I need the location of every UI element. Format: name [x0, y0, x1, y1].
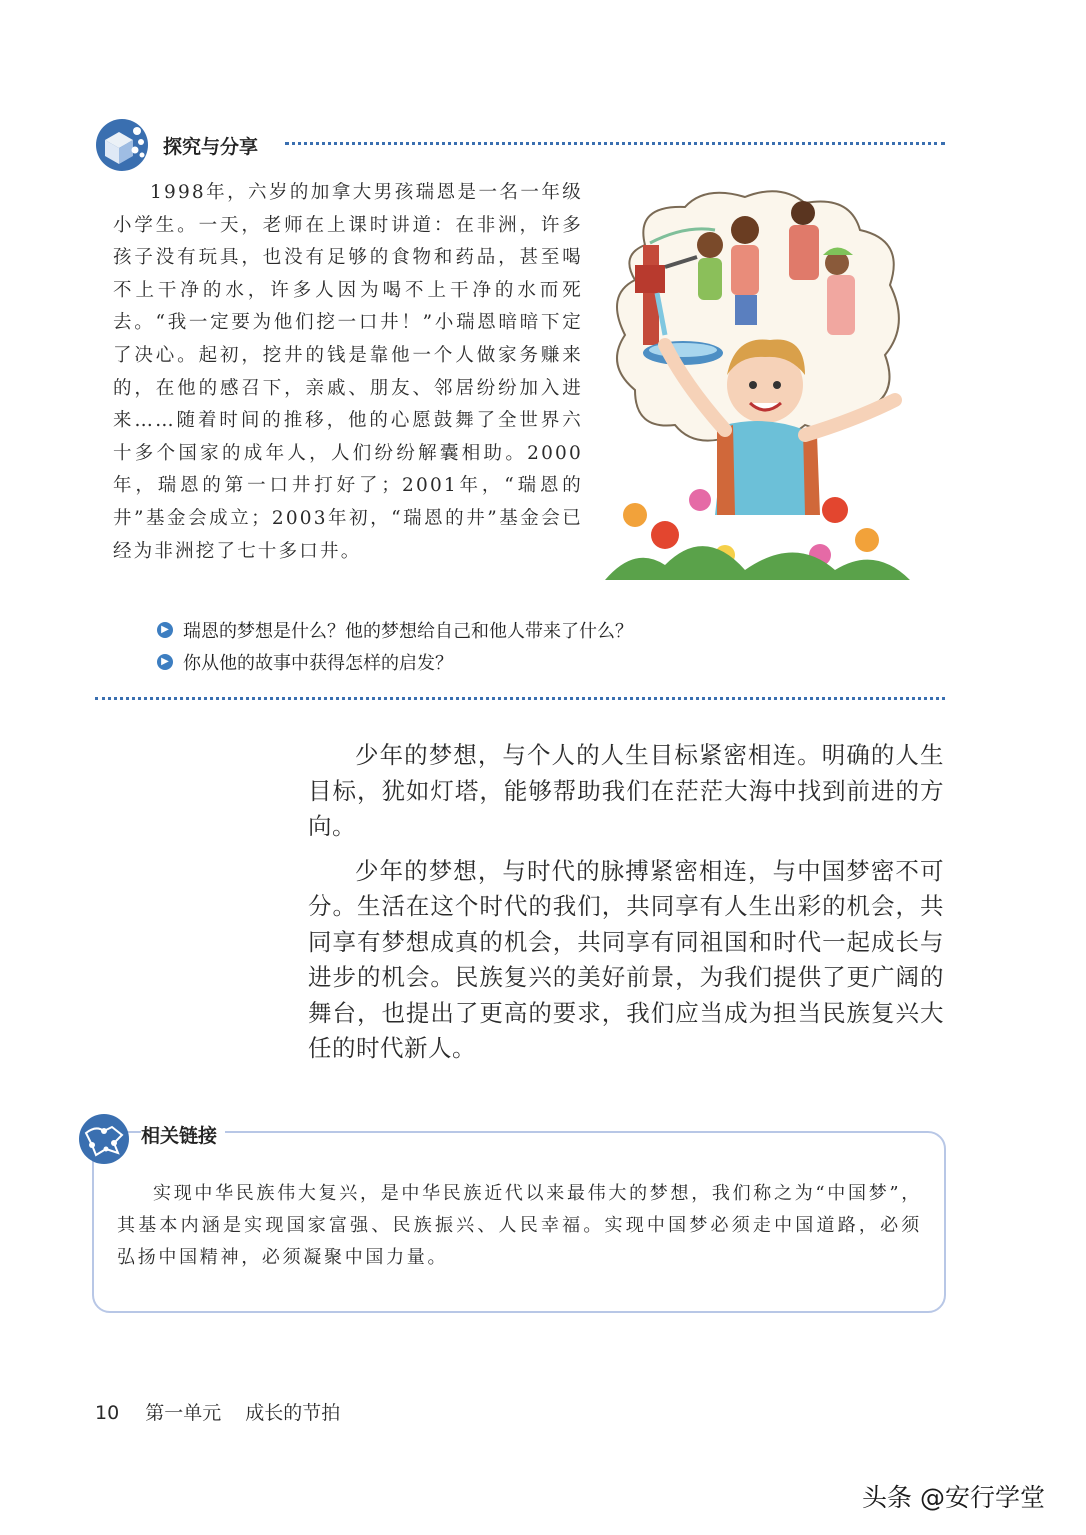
section-divider — [95, 697, 945, 700]
page-number: 10 — [95, 1402, 120, 1424]
explore-section-header — [95, 118, 945, 173]
related-link-title: 相关链接 — [141, 1121, 225, 1148]
main-body — [308, 738, 944, 1076]
header-divider — [285, 142, 945, 145]
page-footer — [95, 1398, 340, 1425]
body-paragraph: 少年的梦想，与时代的脉搏紧密相连，与中国梦密不可分。生活在这个时代的我们，共同享有人生出彩的机会，共同享有梦想成真的机会，共同享有同祖国和时代一起成长与进步的机会。民族复兴的美好前景，为我们提供了更广阔的舞台，也提出了更高的要求，我们应当成为担当民族复兴大任的时代新人。 — [308, 856, 944, 1062]
illustration-boy-dreaming-of-well — [605, 185, 915, 585]
explore-title: 探究与分享 — [163, 136, 259, 158]
question-list — [157, 614, 857, 678]
story-paragraph: 1998年，六岁的加拿大男孩瑞恩是一名一年级小学生。一天，老师在上课时讲道：在非洲，许多孩子没有玩具，也没有足够的食物和药品，甚至喝不上干净的水，许多人因为喝不上干净的水而死去。“我一定要为他们挖一口井！”小瑞恩暗暗下定了决心。起初，挖井的钱是靠他一个人做家务赚来的，在他的感召下，亲戚、朋友、邻居纷纷加入进来……随着时间的推移，他的心愿鼓舞了全世界六十多个国家的成年人，人们纷纷解囊相助。2000年，瑞恩的第一口井打好了；2001年，“瑞恩的井”基金会成立；2003年初，“瑞恩的井”基金会已经为非洲挖了七十多口井。 — [113, 182, 583, 562]
arrow-bullet-icon: ▶ — [157, 654, 173, 670]
question-text: 你从他的故事中获得怎样的启发？ — [183, 653, 453, 674]
related-link-globe-icon — [78, 1113, 130, 1165]
watermark: 头条 @安行学堂 — [862, 1483, 1045, 1512]
related-link-text: 实现中华民族伟大复兴，是中华民族近代以来最伟大的梦想，我们称之为“中国梦”，其基本内涵是实现国家富强、民族振兴、人民幸福。实现中国梦必须走中国道路，必须弘扬中国精神，必须凝聚中国力量。 — [117, 1183, 923, 1268]
question-item — [157, 614, 857, 646]
question-item — [157, 646, 857, 678]
explore-cube-icon — [95, 118, 149, 172]
unit-label: 第一单元 — [145, 1402, 222, 1424]
arrow-bullet-icon: ▶ — [157, 622, 173, 638]
question-text: 瑞恩的梦想是什么？他的梦想给自己和他人带来了什么？ — [183, 621, 633, 642]
chapter-label: 成长的节拍 — [245, 1402, 341, 1424]
body-paragraph: 少年的梦想，与个人的人生目标紧密相连。明确的人生目标，犹如灯塔，能够帮助我们在茫茫大海中找到前进的方向。 — [308, 741, 944, 840]
